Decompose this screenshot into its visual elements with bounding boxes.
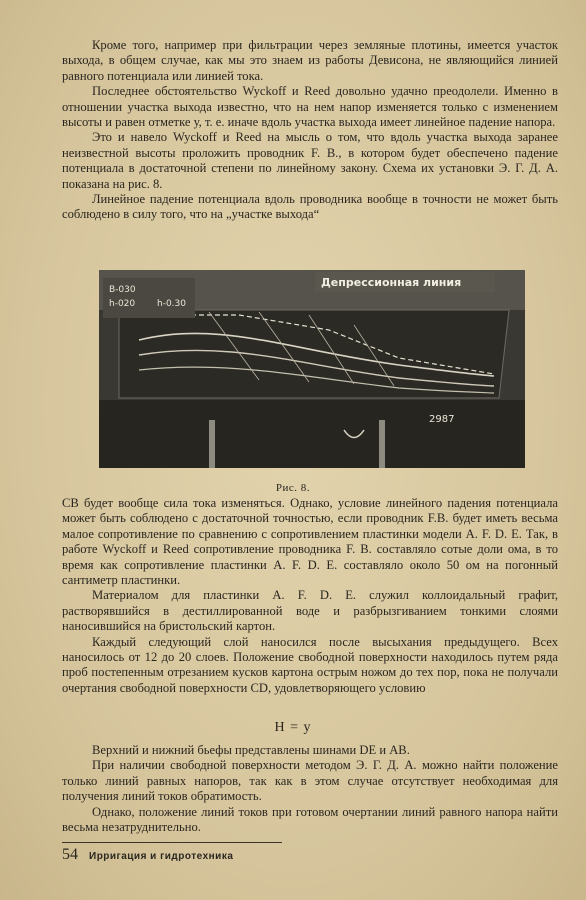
page-footer <box>62 846 233 864</box>
paragraph: Каждый следующий слой наносился после высыхания предыдущего. Всех наносилось от 12 до 20 слоев. Положение свободной поверхности находилось путем ряда проб постепенным отрезанием кусков картона острым ножом до тех пор, пока не получали очертания свободной поверхности CD, удовлетворяющего условию <box>62 634 558 695</box>
paragraph: CB будет вообще сила тока изменяться. Однако, условие линейного падения потенциала может быть соблюдено с достаточной точностью, если проводник F.B. будет иметь весьма малое сопротивление по сравнению с сопротивлением пластинки модели A. F. D. E. Так, в работе Wyckoff и Reed сопротивление проводника F. B. составляло сотые доли ома, в то время как сопротивление пластинки A. F. D. E. составляло около 50 ом на погонный сантиметр пластинки. <box>62 496 558 588</box>
paragraph: Линейное падение потенциала вдоль проводника вообще в точности не может быть соблюдено в силу того, что на „участке выхода“ <box>62 192 558 222</box>
paragraph: Последнее обстоятельство Wyckoff и Reed довольно удачно преодолели. Именно в отношении участка выхода известно, что на нем напор изменяется только с изменением высоты и равен отметке у, т. е. иначе вдоль участка выхода имеет линейное падение напора. <box>62 84 558 130</box>
paragraph: Это и навело Wyckoff и Reed на мысль о том, что вдоль участка выхода заранее неизвестной высоты проложить проводник F. B., в котором будет обеспечено падение потенциала в достаточной степени по линейному закону. Схема их установки Э. Г. Д. А. показана на рис. 8. <box>62 130 558 191</box>
page-number: 54 <box>62 846 78 863</box>
paragraph: При наличии свободной поверхности методом Э. Г. Д. А. можно найти положение только линий равных напоров, так как в этом случае отсутствует необходимая для получения линий токов обратимость. <box>62 758 558 804</box>
text-block-middle <box>62 496 558 696</box>
footer-divider <box>62 842 282 843</box>
paragraph: Однако, положение линий токов при готовом очертании линий равного напора найти весьма незатруднительно. <box>62 804 558 835</box>
figure-8-illustration <box>99 270 525 468</box>
paragraph: Верхний и нижний бьефы представлены шинами DE и AB. <box>92 743 410 757</box>
paragraph: Материалом для пластинки A. F. D. E. служил коллоидальный графит, растворявшийся в дестиллированной воде и разбрызгиванием тонкими слоями наносившийся на бристольский картон. <box>62 588 558 634</box>
label-h: h-020 <box>109 299 136 309</box>
paragraph: Кроме того, например при фильтрации через земляные плотины, имеется участок выхода, в общем случае, как мы это знаем из работы Девисона, не являющийся линией равного потенциала или линией тока. <box>62 38 558 83</box>
text-block-bottom <box>62 743 558 835</box>
label-depression: Депрессионная линия <box>321 276 462 289</box>
text-block-top <box>62 38 558 223</box>
label-h2: h-0.30 <box>157 299 186 309</box>
figure-caption: Рис. 8. <box>275 482 311 494</box>
figure-photo <box>99 270 525 468</box>
formula: H = y <box>274 720 312 735</box>
journal-title: Ирригация и гидротехника <box>89 851 234 862</box>
label-b: B-030 <box>109 285 136 295</box>
label-number: 2987 <box>429 414 455 425</box>
